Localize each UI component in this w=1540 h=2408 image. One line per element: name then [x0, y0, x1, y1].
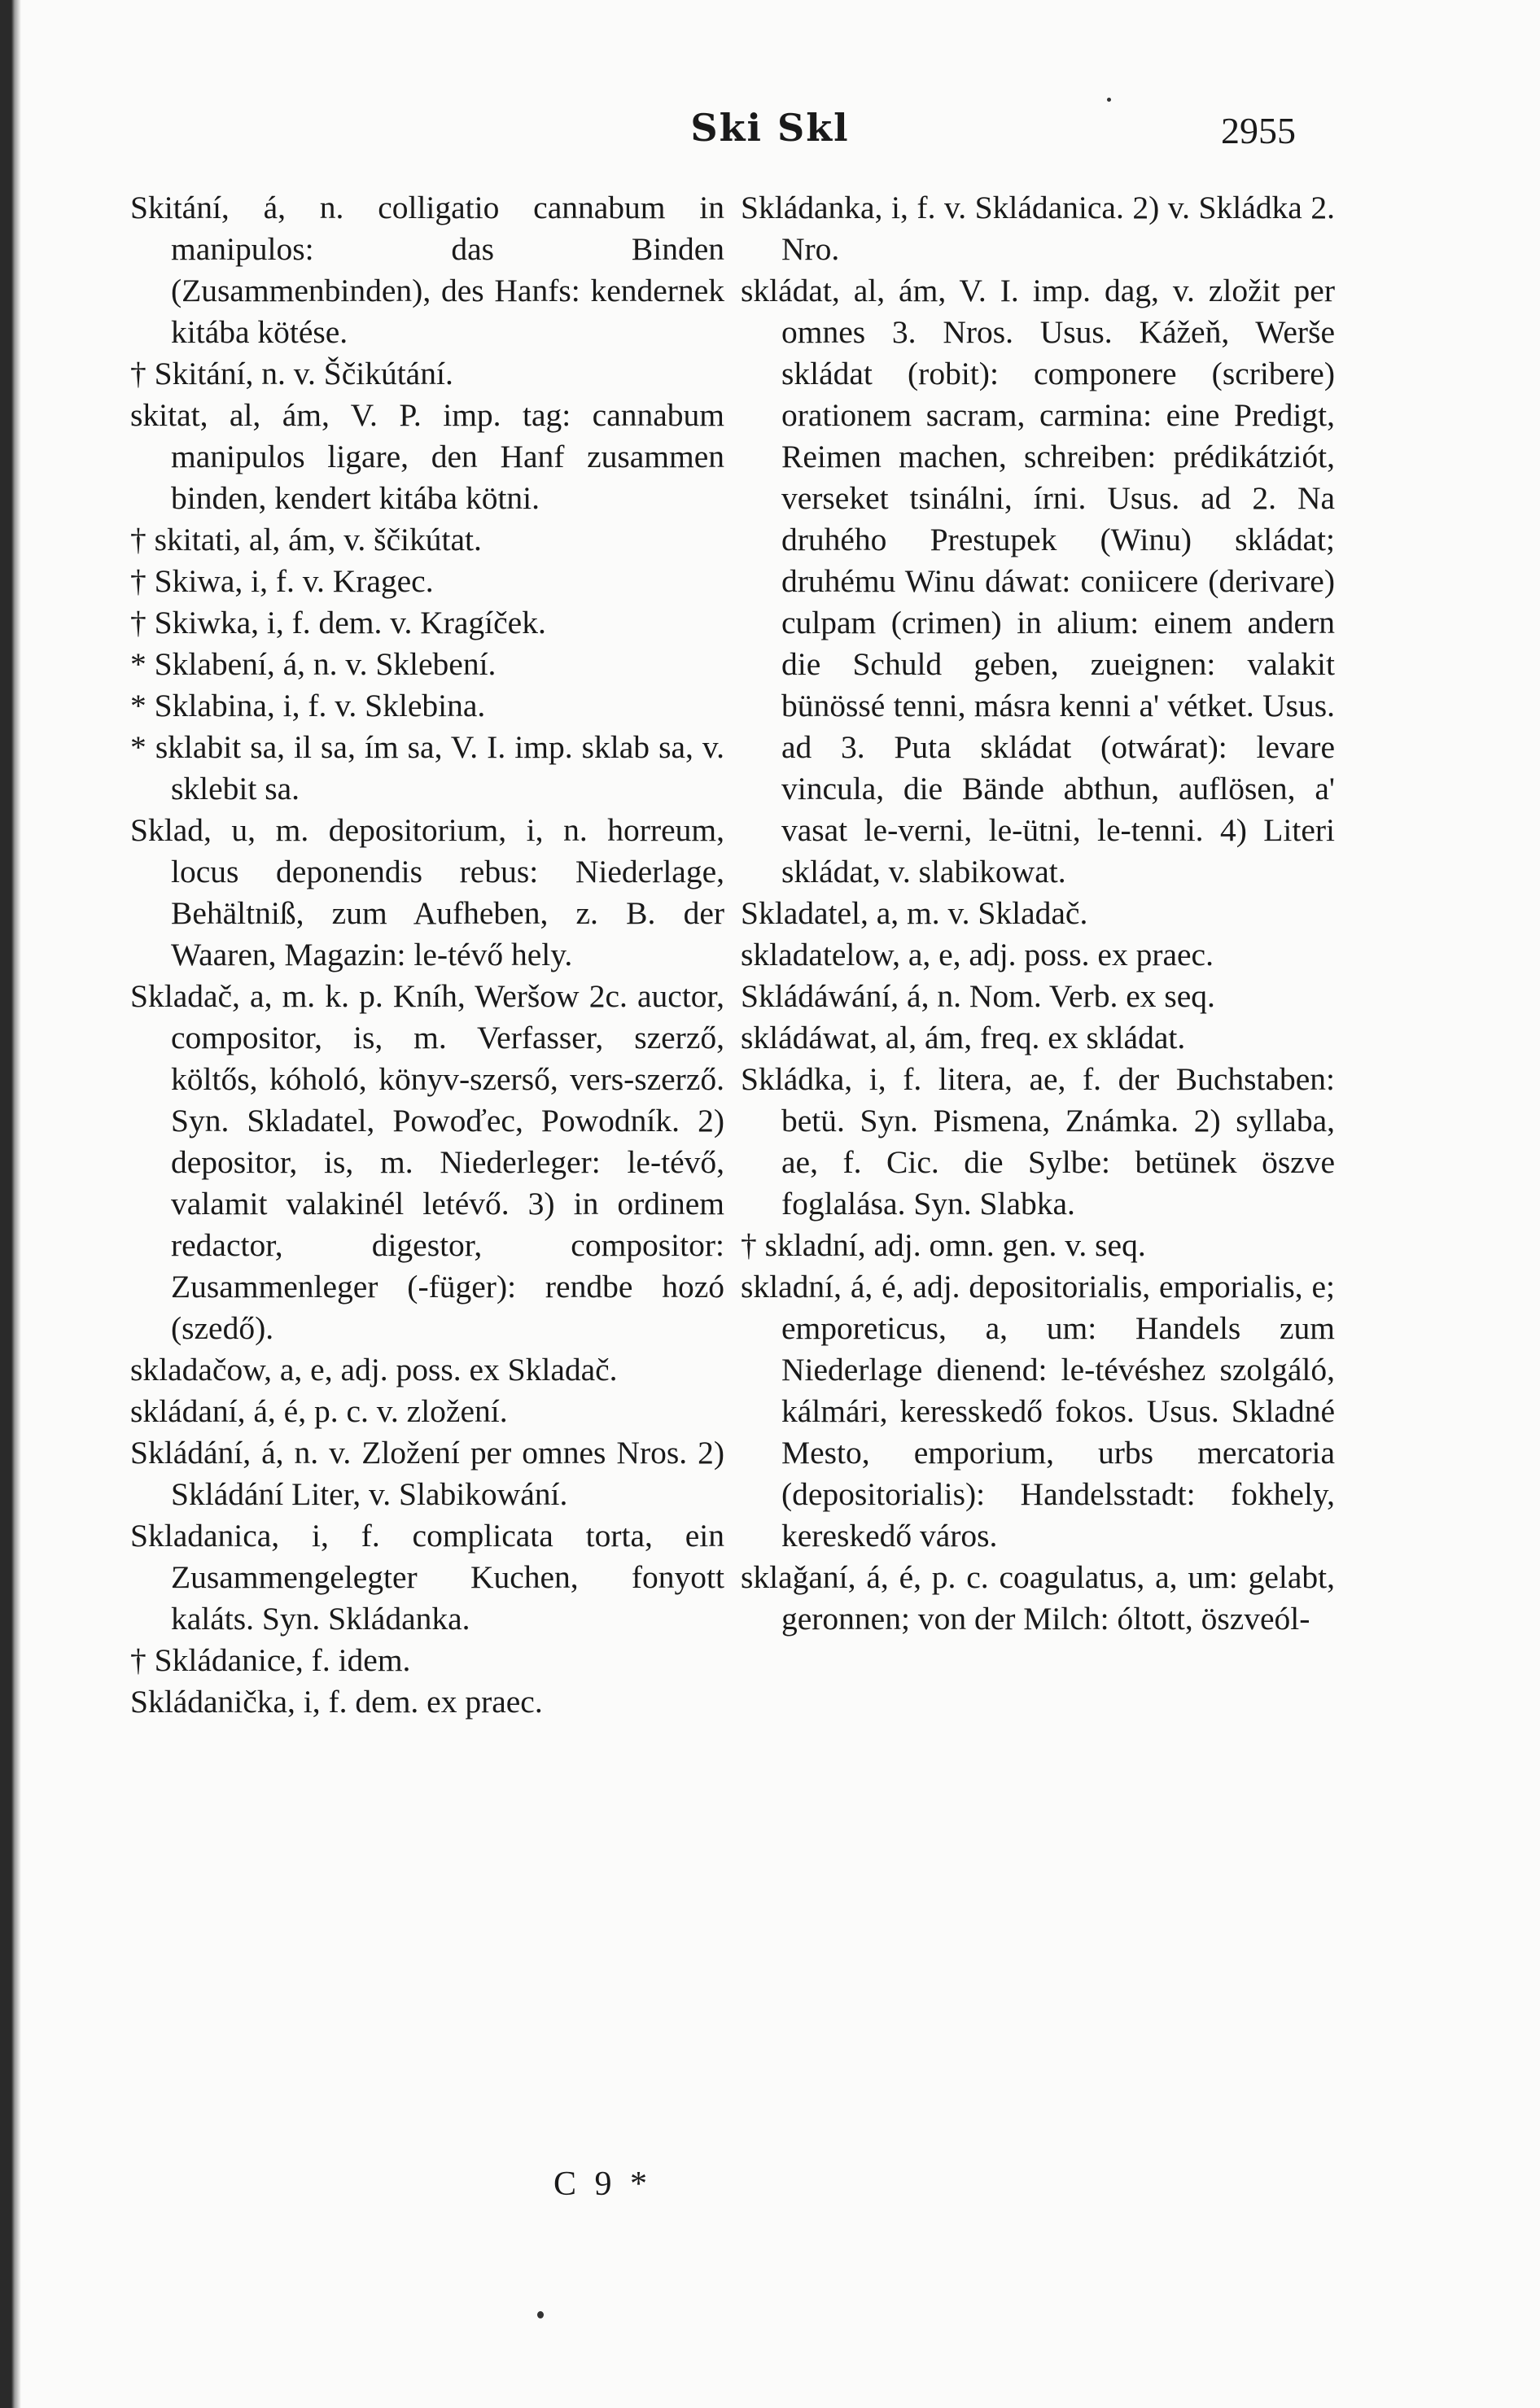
dictionary-entry: Sklad, u, m. depositorium, i, n. horreum, locus deponendis rebus: Niederlage, Behältniß, zum Aufheben, z. B. der Waaren, Magazin: le-tévő hely.	[130, 812, 724, 972]
dictionary-entry: † Skiwa, i, f. v. Kragec.	[130, 563, 434, 599]
dictionary-entry: skládat, al, ám, V. I. imp. dag, v. zložit per omnes 3. Nros. Usus. Kážeň, Werše skládat (robit): componere (scribere) orationem sacram, carmina: eine Predigt, Reimen machen, schreiben: prédikátziót, verseket tsinálni, írni. Usus. ad 2. Na druhého Prestupek (Winu) skládat; druhému Winu dáwat: coniicere (derivare) culpam (crimen) in alium: einem andern die Schuld geben, zueignen: valakit bünössé tenni, másra kenni a' vétket. Usus. ad 3. Puta skládat (otwárat): levare vincula, die Bände abthun, auflösen, a' vasat le-verni, le-ütni, le-tenni. 4) Literi skládat, v. slabikowat.	[741, 273, 1335, 889]
book-spine-edge	[0, 0, 21, 2408]
dictionary-entry: * Sklabina, i, f. v. Sklebina.	[130, 688, 486, 723]
dictionary-entry: † Skiwka, i, f. dem. v. Kragíček.	[130, 605, 546, 640]
dictionary-entry: Skladač, a, m. k. p. Kníh, Weršow 2c. auctor, compositor, is, m. Verfasser, szerző, költős, kóholó, könyv-szerső, vers-szerző. Syn. Skladatel, Powoďec, Powodník. 2) depositor, is, m. Niederleger: le-tévő, valamit valakinél letévő. 3) in ordinem redactor, digestor, compositor: Zusammenleger (-füger): rendbe hozó (szedő).	[130, 978, 724, 1346]
running-header	[0, 98, 1540, 163]
dictionary-entry: skladní, á, é, adj. depositorialis, emporialis, e; emporeticus, a, um: Handels zum Niederlage dienend: le-tévéshez szolgáló, kálmári, keresskedő fokos. Usus. Skladné Mesto, emporium, urbs mercatoria (depositorialis): Handelsstadt: fokhely, kereskedő város.	[741, 1269, 1335, 1554]
dictionary-entry: Skládanka, i, f. v. Skládanica. 2) v. Skládka 2. Nro.	[741, 190, 1335, 267]
guide-words: Ski Skl	[690, 106, 850, 150]
dictionary-entry: Skládání, á, n. v. Zložení per omnes Nros. 2) Skládání Liter, v. Slabikowání.	[130, 1435, 724, 1512]
dictionary-entry: Skladatel, a, m. v. Skladač.	[741, 895, 1088, 931]
left-column	[130, 187, 724, 1723]
page-number: 2955	[1221, 110, 1296, 151]
dictionary-entry: † skladní, adj. omn. gen. v. seq.	[741, 1227, 1146, 1263]
right-column	[741, 187, 1335, 1640]
dictionary-entry: skládáwat, al, ám, freq. ex skládat.	[741, 1020, 1186, 1055]
dictionary-entry: † Skitání, n. v. Ščikútání.	[130, 356, 453, 391]
dictionary-entry: † skitati, al, ám, v. ščikútat.	[130, 522, 482, 557]
dictionary-entry: Skládáwání, á, n. Nom. Verb. ex seq.	[741, 978, 1215, 1014]
signature-mark: C 9 *	[553, 2165, 653, 2203]
dictionary-entry: Skládanička, i, f. dem. ex praec.	[130, 1684, 543, 1720]
dictionary-entry: skitat, al, ám, V. P. imp. tag: cannabum manipulos ligare, den Hanf zusammen binden, kendert kitába kötni.	[130, 397, 724, 516]
dictionary-entry: * sklabit sa, il sa, ím sa, V. I. imp. sklab sa, v. sklebit sa.	[130, 729, 724, 806]
ink-speck	[537, 2311, 544, 2318]
dictionary-entry: sklaǧaní, á, é, p. c. coagulatus, a, um: gelabt, geronnen; von der Milch: óltott, öszveól-	[741, 1559, 1335, 1637]
dictionary-entry: skládaní, á, é, p. c. v. zložení.	[130, 1393, 508, 1429]
dictionary-entry: † Skládanice, f. idem.	[130, 1642, 411, 1678]
dictionary-entry: Skladanica, i, f. complicata torta, ein Zusammengelegter Kuchen, fonyott kaláts. Syn. Skládanka.	[130, 1518, 724, 1637]
dictionary-entry: skladatelow, a, e, adj. poss. ex praec.	[741, 937, 1214, 972]
dictionary-entry: * Sklabení, á, n. v. Sklebení.	[130, 646, 497, 682]
ink-speck	[1107, 98, 1111, 102]
dictionary-entry: Skládka, i, f. litera, ae, f. der Buchstaben: betü. Syn. Pismena, Známka. 2) syllaba, ae, f. Cic. die Sylbe: betünek öszve foglalása. Syn. Slabka.	[741, 1061, 1335, 1221]
dictionary-entry: Skitání, á, n. colligatio cannabum in manipulos: das Binden (Zusammenbinden), des Hanfs: kendernek kitába kötése.	[130, 190, 724, 350]
dictionary-entry: skladačow, a, e, adj. poss. ex Skladač.	[130, 1352, 618, 1388]
